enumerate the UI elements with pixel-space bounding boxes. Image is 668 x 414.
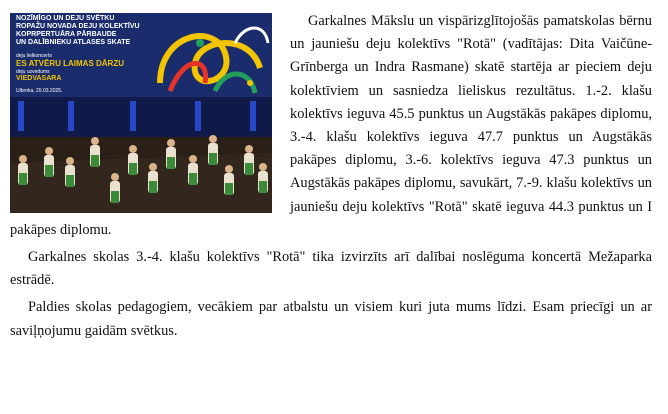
paragraph-final-concert: Garkalnes skolas 3.-4. klašu kolektīvs "Rotā" tika izvirzīts arī dalībai noslēguma koncertā Mežaparka estrādē. bbox=[10, 249, 652, 289]
screen-line: KOPRPERTUĀRA PĀRBAUDE bbox=[16, 31, 117, 38]
paragraph-thanks: Paldies skolas pedagogiem, vecākiem par atbalstu un visiem kuri juta mums līdzi. Esam priecīgi un ar saviļņojumu gaidām svētkus. bbox=[10, 299, 652, 339]
screen-event-name: VIEDVASARA bbox=[16, 75, 62, 82]
screen-line: ROPAŽU NOVADA DEJU KOLEKTĪVU bbox=[16, 23, 140, 30]
screen-footer: Ulbroka, 20.03.2025. bbox=[16, 88, 63, 94]
screen-event-sub: deju uzvedums bbox=[16, 69, 50, 75]
screen-event-small: deju lielkoncerts bbox=[16, 53, 52, 59]
screen-event-title: ES ATVĒRU LAIMAS DĀRZU bbox=[16, 59, 124, 68]
article bbox=[10, 10, 652, 347]
dance-performance-photo bbox=[10, 13, 272, 213]
screen-line: UN DALĪBNIEKU ATLASES SKATE bbox=[16, 39, 131, 46]
paragraph-results: Garkalnes Mākslu un vispārizglītojošās pamatskolas bērnu un jauniešu deju kolektīvs "Rotā" (vadītājas: Dita Vaičūne-Grīnberga un Indra Rasmane) skatē startēja ar pieciem deju kolektīviem un sasniedza lieliskus rezultātus. 1.-2. klašu kolektīvs ieguva 45.5 punktus un Augstākās pakāpes diplomu, 3.-4. klašu kolektīvs ieguva 47.7 punktus un Augstākās pakāpes diplomu, 3.-6. kolektīvs ieguva 47.3 punktus un Augstākās pakāpes diplomu, savukārt, 7.-9. klašu kolektīvs un jauniešu deju kolektīvs "Rotā" skatē ieguva 44.3 punktus un I pakāpes diplomu. bbox=[10, 13, 652, 238]
screen-heading bbox=[16, 15, 156, 47]
screen-line: NOZĪMĪGO UN DEJU SVĒTKU bbox=[16, 15, 115, 22]
